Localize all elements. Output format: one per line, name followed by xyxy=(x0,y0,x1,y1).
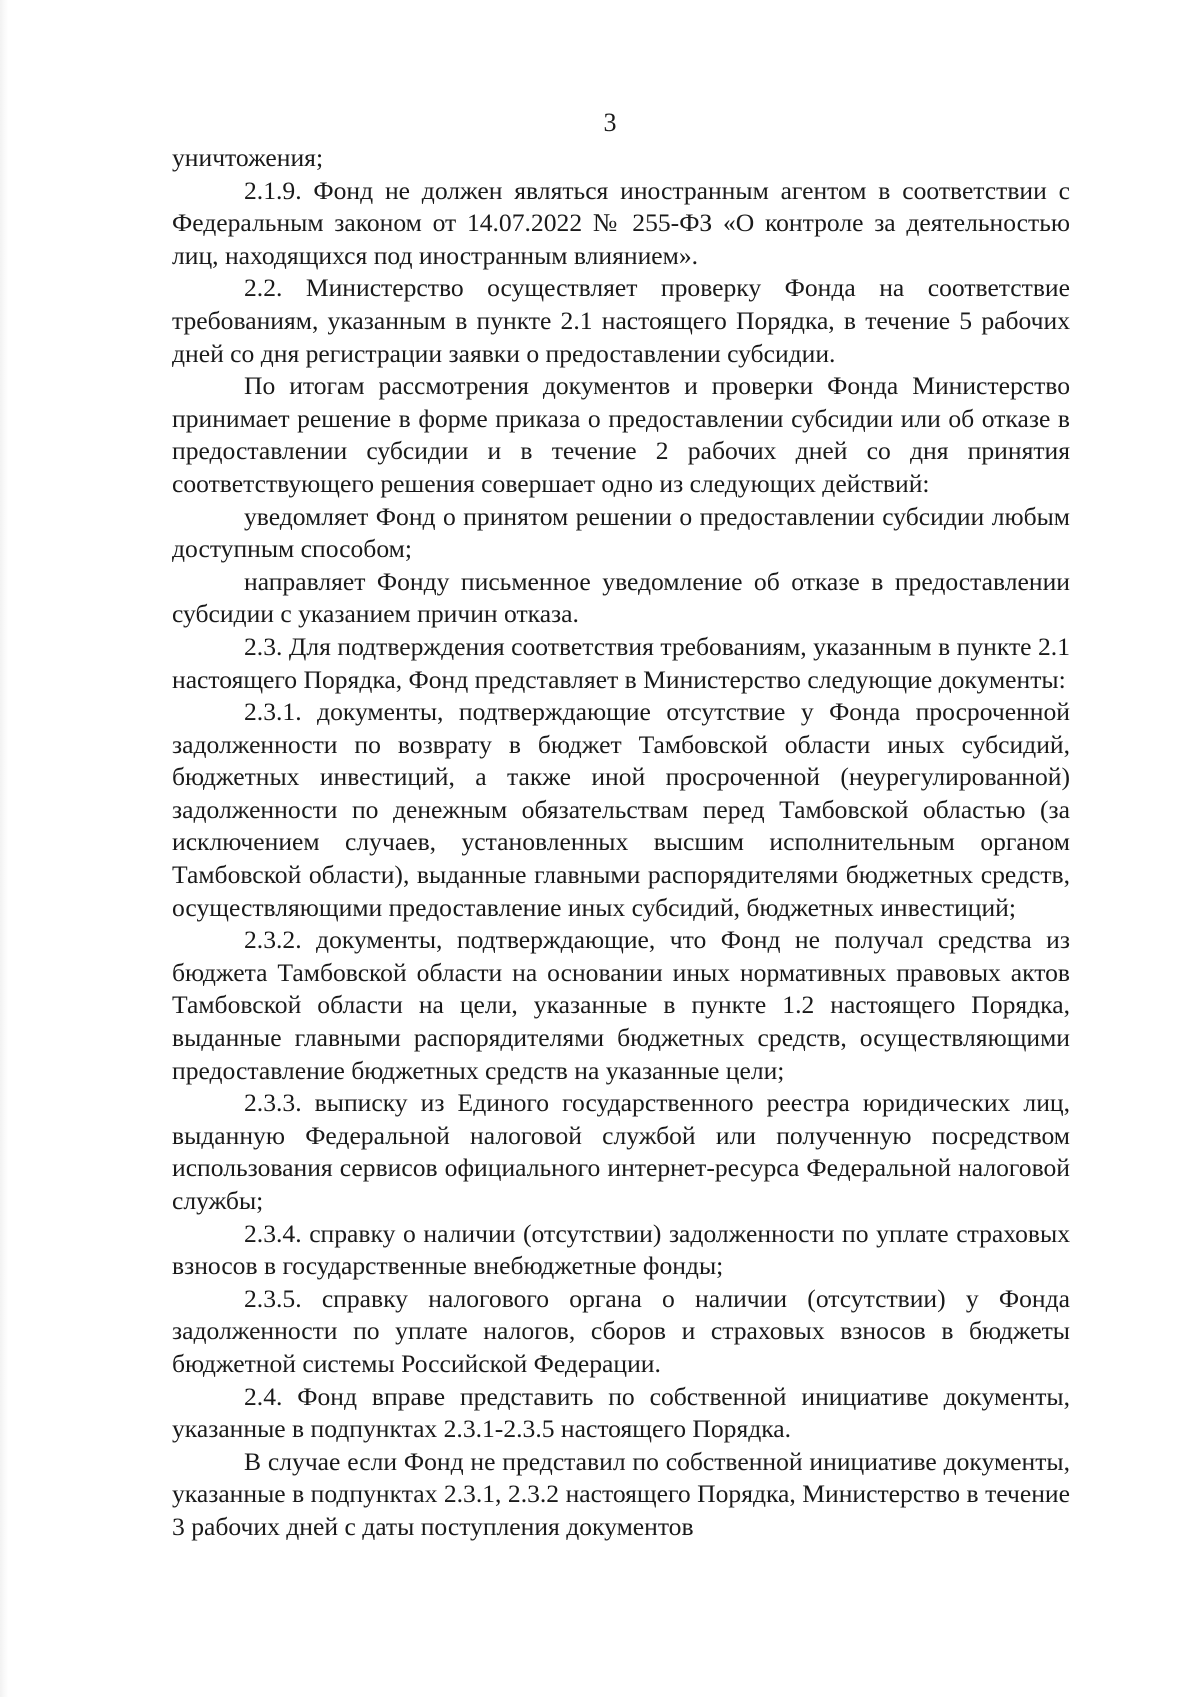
paragraph-refusal-notice: направляет Фонду письменное уведомление об отказе в предоставлении субсидии с указанием причин отказа. xyxy=(172,566,1070,629)
paragraph-2-3-3: 2.3.3. выписку из Единого государственного реестра юридических лиц, выданную Федеральной налоговой службой или полученную посредством использования сервисов официального интернет-ресурса Федеральной налоговой службы; xyxy=(172,1088,1070,1215)
paragraph-2-3-5: 2.3.5. справку налогового органа о наличии (отсутствии) у Фонда задолженности по уплате налогов, сборов и страховых взносов в бюджеты бюджетной системы Российской Федерации. xyxy=(172,1283,1070,1378)
paragraph-2-3: 2.3. Для подтверждения соответствия требованиям, указанным в пункте 2.1 настоящего Порядка, Фонд представляет в Министерство следующие документы: xyxy=(172,631,1070,694)
scan-edge xyxy=(0,0,8,1697)
paragraph-2-3-2: 2.3.2. документы, подтверждающие, что Фонд не получал средства из бюджета Тамбовской области на основании иных нормативных правовых актов Тамбовской области на цели, указанные в пункте 1.2 настоящего Порядка, выданные главными распорядителями бюджетных средств, осуществляющими предоставление бюджетных средств на указанные цели; xyxy=(172,925,1070,1085)
paragraph-2-2: 2.2. Министерство осуществляет проверку Фонда на соответствие требованиям, указанным в пункте 2.1 настоящего Порядка, в течение 5 рабочих дней со дня регистрации заявки о предоставлении субсидии. xyxy=(172,273,1070,368)
page-number: 3 xyxy=(603,108,617,137)
paragraph-review-results: По итогам рассмотрения документов и проверки Фонда Министерство принимает решение в форме приказа о предоставлении субсидии или об отказе в предоставлении субсидии и в течение 2 рабочих дней со дня принятия соответствующего решения совершает одно из следующих действий: xyxy=(172,371,1070,498)
paragraph-continuation: уничтожения; xyxy=(172,143,324,172)
paragraph-2-3-4: 2.3.4. справку о наличии (отсутствии) задолженности по уплате страховых взносов в государственные внебюджетные фонды; xyxy=(172,1218,1070,1281)
document-body xyxy=(172,142,1070,1544)
paragraph-2-3-1: 2.3.1. документы, подтверждающие отсутствие у Фонда просроченной задолженности по возврату в бюджет Тамбовской области иных субсидий, бюджетных инвестиций, а также иной просроченной (неурегулированной) задолженности по денежным обязательствам перед Тамбовской областью (за исключением случаев, установленных высшим исполнительным органом Тамбовской области), выданные главными распорядителями бюджетных средств, осуществляющими предоставление иных субсидий, бюджетных инвестиций; xyxy=(172,697,1070,922)
paragraph-notify-fund: уведомляет Фонд о принятом решении о предоставлении субсидии любым доступным способом; xyxy=(172,501,1070,564)
paragraph-case-not-submitted: В случае если Фонд не представил по собственной инициативе документы, указанные в подпунктах 2.3.1, 2.3.2 настоящего Порядка, Министерство в течение 3 рабочих дней с даты поступления документов xyxy=(172,1446,1070,1541)
paragraph-2-4: 2.4. Фонд вправе представить по собственной инициативе документы, указанные в подпунктах 2.3.1-2.3.5 настоящего Порядка. xyxy=(172,1381,1070,1444)
paragraph-2-1-9: 2.1.9. Фонд не должен являться иностранным агентом в соответствии с Федеральным законом от 14.07.2022 № 255-ФЗ «О контроле за деятельностью лиц, находящихся под иностранным влиянием». xyxy=(172,175,1070,270)
